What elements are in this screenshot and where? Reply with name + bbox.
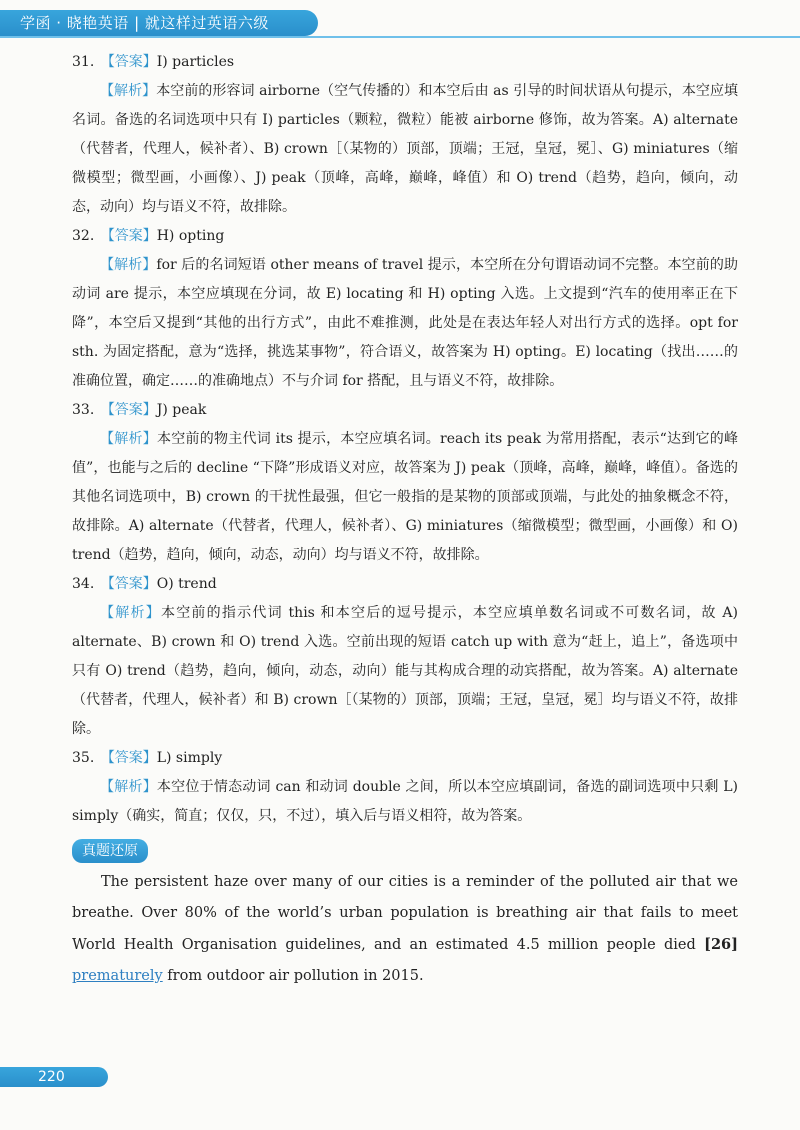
analysis-tag: 【解析】 [100,431,157,447]
question-number: 32. [72,228,95,244]
answer-line [72,744,738,773]
blank-fill: prematurely [72,968,163,984]
passage-text-before: The persistent haze over many of our cities is a reminder of the polluted air that we breathe. Over 80% of the world’s urban population is breathing air that fails to meet World Health Organisation guidelines, and an estimated 4.5 million people died [72,874,738,953]
blank-number: [26] [704,936,738,953]
analysis-paragraph [72,773,738,831]
page-number: 220 [0,1067,108,1087]
page-header [0,0,800,38]
analysis-tag: 【解析】 [100,257,157,273]
question-number: 31. [72,54,95,70]
question-number: 35. [72,750,95,766]
answer-tag: 【答案】 [100,228,157,244]
answer-tag: 【答案】 [100,576,157,592]
answer-tag: 【答案】 [100,750,157,766]
analysis-text: 本空前的指示代词 this 和本空后的逗号提示，本空应填单数名词或不可数名词，故 A) alternate、B) crown 和 O) trend 入选。空前出现的短语 catch up with 意为“赶上，追上”，备选项中只有 O) trend（趋势，趋向，倾向，动态，动向）能与其构成合理的动宾搭配，故为答案。A) alternate（代替者，代理人，候补者）和 B) crown［（某物的）顶部，顶端；王冠，皇冠，冕］均与语义不符，故排除。 [72,605,738,737]
analysis-tag: 【解析】 [100,605,161,621]
answer-value: L) simply [156,750,223,766]
page-content [72,48,738,992]
analysis-paragraph [72,425,738,570]
answer-item [72,744,738,831]
header-divider [0,36,800,38]
answer-value: J) peak [156,402,207,418]
passage [72,867,738,992]
answer-line [72,570,738,599]
header-title: 学函 · 晓艳英语 | 就这样过英语六级 [0,10,318,36]
answer-item [72,396,738,570]
analysis-text: 本空前的物主代词 its 提示，本空应填名词。reach its peak 为常用搭配，表示“达到它的峰值”，也能与之后的 decline “下降”形成语义对应，故答案为 J) peak（顶峰，高峰，巅峰，峰值）。备选的其他名词选项中，B) crown 的干扰性最强，但它一般指的是某物的顶部或顶端，与此处的抽象概念不符，故排除。A) alternate（代替者，代理人，候补者）、G) miniatures（缩微模型；微型画，小画像）和 O) trend（趋势，趋向，倾向，动态，动向）均与语义不符，故排除。 [72,431,739,563]
analysis-paragraph [72,77,738,222]
answer-list [72,48,738,831]
question-number: 34. [72,576,95,592]
analysis-text: 本空位于情态动词 can 和动词 double 之间，所以本空应填副词，备选的副词选项中只剩 L) simply（确实，简直；仅仅，只，不过），填入后与语义相符，故为答案。 [72,779,739,824]
section-badge: 真题还原 [72,839,148,863]
answer-tag: 【答案】 [100,402,157,418]
answer-item [72,222,738,396]
analysis-paragraph [72,599,738,744]
answer-item [72,570,738,744]
answer-tag: 【答案】 [100,54,157,70]
analysis-text: 本空前的形容词 airborne（空气传播的）和本空后由 as 引导的时间状语从句提示，本空应填名词。备选的名词选项中只有 I) particles（颗粒，微粒）能被 airborne 修饰，故为答案。A) alternate（代替者，代理人，候补者）、B) crown［（某物的）顶部，顶端；王冠，皇冠，冕］、G) miniatures（缩微模型；微型画，小画像）、J) peak（顶峰，高峰，巅峰，峰值）和 O) trend（趋势，趋向，倾向，动态，动向）均与语义不符，故排除。 [72,83,739,215]
analysis-tag: 【解析】 [100,83,157,99]
passage-text-after: from outdoor air pollution in 2015. [162,968,424,984]
answer-line [72,222,738,251]
answer-line [72,396,738,425]
answer-item [72,48,738,222]
answer-value: I) particles [156,54,235,70]
analysis-text: for 后的名词短语 other means of travel 提示，本空所在分句谓语动词不完整。本空前的助动词 are 提示，本空应填现在分词，故 E) locating 和 H) opting 入选。上文提到“汽车的使用率正在下降”，本空后又提到“其他的出行方式”，由此不难推测，此处是在表达年轻人对出行方式的选择。opt for sth. 为固定搭配，意为“选择，挑选某事物”，符合语义，故答案为 H) opting。E) locating（找出……的准确位置，确定……的准确地点）不与介词 for 搭配，且与语义不符，故排除。 [72,257,738,389]
question-number: 33. [72,402,95,418]
answer-value: O) trend [156,576,217,592]
answer-value: H) opting [156,228,225,244]
analysis-tag: 【解析】 [100,779,157,795]
answer-line [72,48,738,77]
analysis-paragraph [72,251,738,396]
